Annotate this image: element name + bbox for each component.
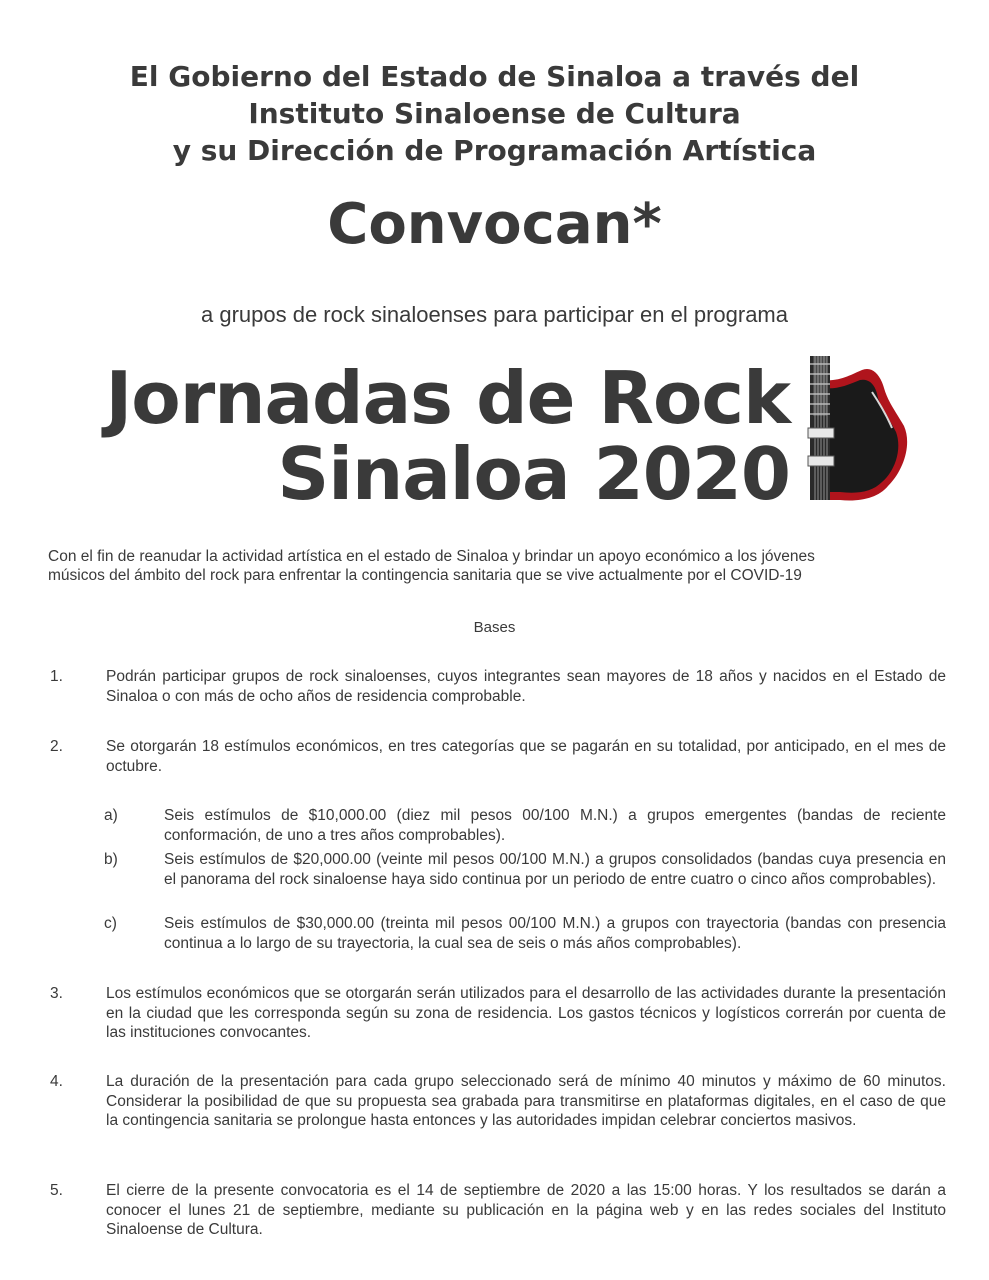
intro-line-1: Con el fin de reanudar la actividad artística en el estado de Sinaloa y brindar un apoyo económico a los jóvenes bbox=[48, 548, 815, 565]
header-line-3: y su Dirección de Programación Artística bbox=[172, 134, 817, 167]
sub-item-letter: c) bbox=[104, 915, 117, 932]
sub-item-text: Seis estímulos de $10,000.00 (diez mil pesos 00/100 M.N.) a grupos emergentes (bandas de reciente conformación, de uno a tres años comprobables). bbox=[164, 807, 946, 844]
program-title-line-1: Jornadas de Rock bbox=[105, 356, 790, 440]
list-item-number: 2. bbox=[50, 738, 63, 755]
guitar-icon bbox=[800, 352, 912, 502]
program-title bbox=[60, 356, 790, 516]
intro-paragraph bbox=[48, 547, 948, 585]
list-item-number: 4. bbox=[50, 1073, 63, 1090]
list-item-number: 5. bbox=[50, 1182, 63, 1199]
list-item-text: Se otorgarán 18 estímulos económicos, en tres categorías que se pagarán en su totalidad, por anticipado, en el mes de octubre. bbox=[106, 738, 946, 775]
header-line-1: El Gobierno del Estado de Sinaloa a través del bbox=[129, 60, 860, 93]
list-item-text: Podrán participar grupos de rock sinaloenses, cuyos integrantes sean mayores de 18 años y nacidos en el Estado de Sinaloa o con más de ocho años de residencia comprobable. bbox=[106, 668, 946, 705]
sub-item-text: Seis estímulos de $20,000.00 (veinte mil pesos 00/100 M.N.) a grupos consolidados (bandas cuya presencia en el panorama del rock sinaloense haya sido continua por un periodo de entre cuatro o cinco años comprobables). bbox=[164, 851, 946, 888]
list-item-number: 1. bbox=[50, 668, 63, 685]
list-item-number: 3. bbox=[50, 985, 63, 1002]
convocan-title: Convocan* bbox=[327, 192, 662, 257]
sub-item-letter: a) bbox=[104, 807, 118, 824]
program-title-line-2: Sinaloa 2020 bbox=[277, 432, 790, 516]
bases-heading: Bases bbox=[473, 619, 516, 636]
intro-line-2: músicos del ámbito del rock para enfrentar la contingencia sanitaria que se vive actualmente por el COVID-19 bbox=[48, 567, 802, 584]
list-item-text: La duración de la presentación para cada grupo seleccionado será de mínimo 40 minutos y máximo de 60 minutos. Considerar la posibilidad de que su propuesta sea grabada para transmitirse en plataformas digitales, en el caso de que la contingencia sanitaria se prolongue hasta entonces y las autoridades impidan celebrar conciertos masivos. bbox=[106, 1073, 946, 1129]
sub-item-letter: b) bbox=[104, 851, 118, 868]
header-line-2: Instituto Sinaloense de Cultura bbox=[248, 97, 741, 130]
header-organizer bbox=[0, 58, 989, 169]
invite-text: a grupos de rock sinaloenses para participar en el programa bbox=[201, 302, 788, 327]
list-item-text: Los estímulos económicos que se otorgarán serán utilizados para el desarrollo de las actividades durante la presentación en la ciudad que les corresponda según su zona de residencia. Los gastos técnicos y logísticos correrán por cuenta de las instituciones convocantes. bbox=[106, 985, 946, 1041]
sub-item-text: Seis estímulos de $30,000.00 (treinta mil pesos 00/100 M.N.) a grupos con trayectoria (bandas con presencia continua a lo largo de su trayectoria, la cual sea de seis o más años comprobables). bbox=[164, 915, 946, 952]
list-item-text: El cierre de la presente convocatoria es el 14 de septiembre de 2020 a las 15:00 horas. Y los resultados se darán a conocer el lunes 21 de septiembre, mediante su publicación en la página web y en las redes sociales del Instituto Sinaloense de Cultura. bbox=[106, 1182, 946, 1238]
